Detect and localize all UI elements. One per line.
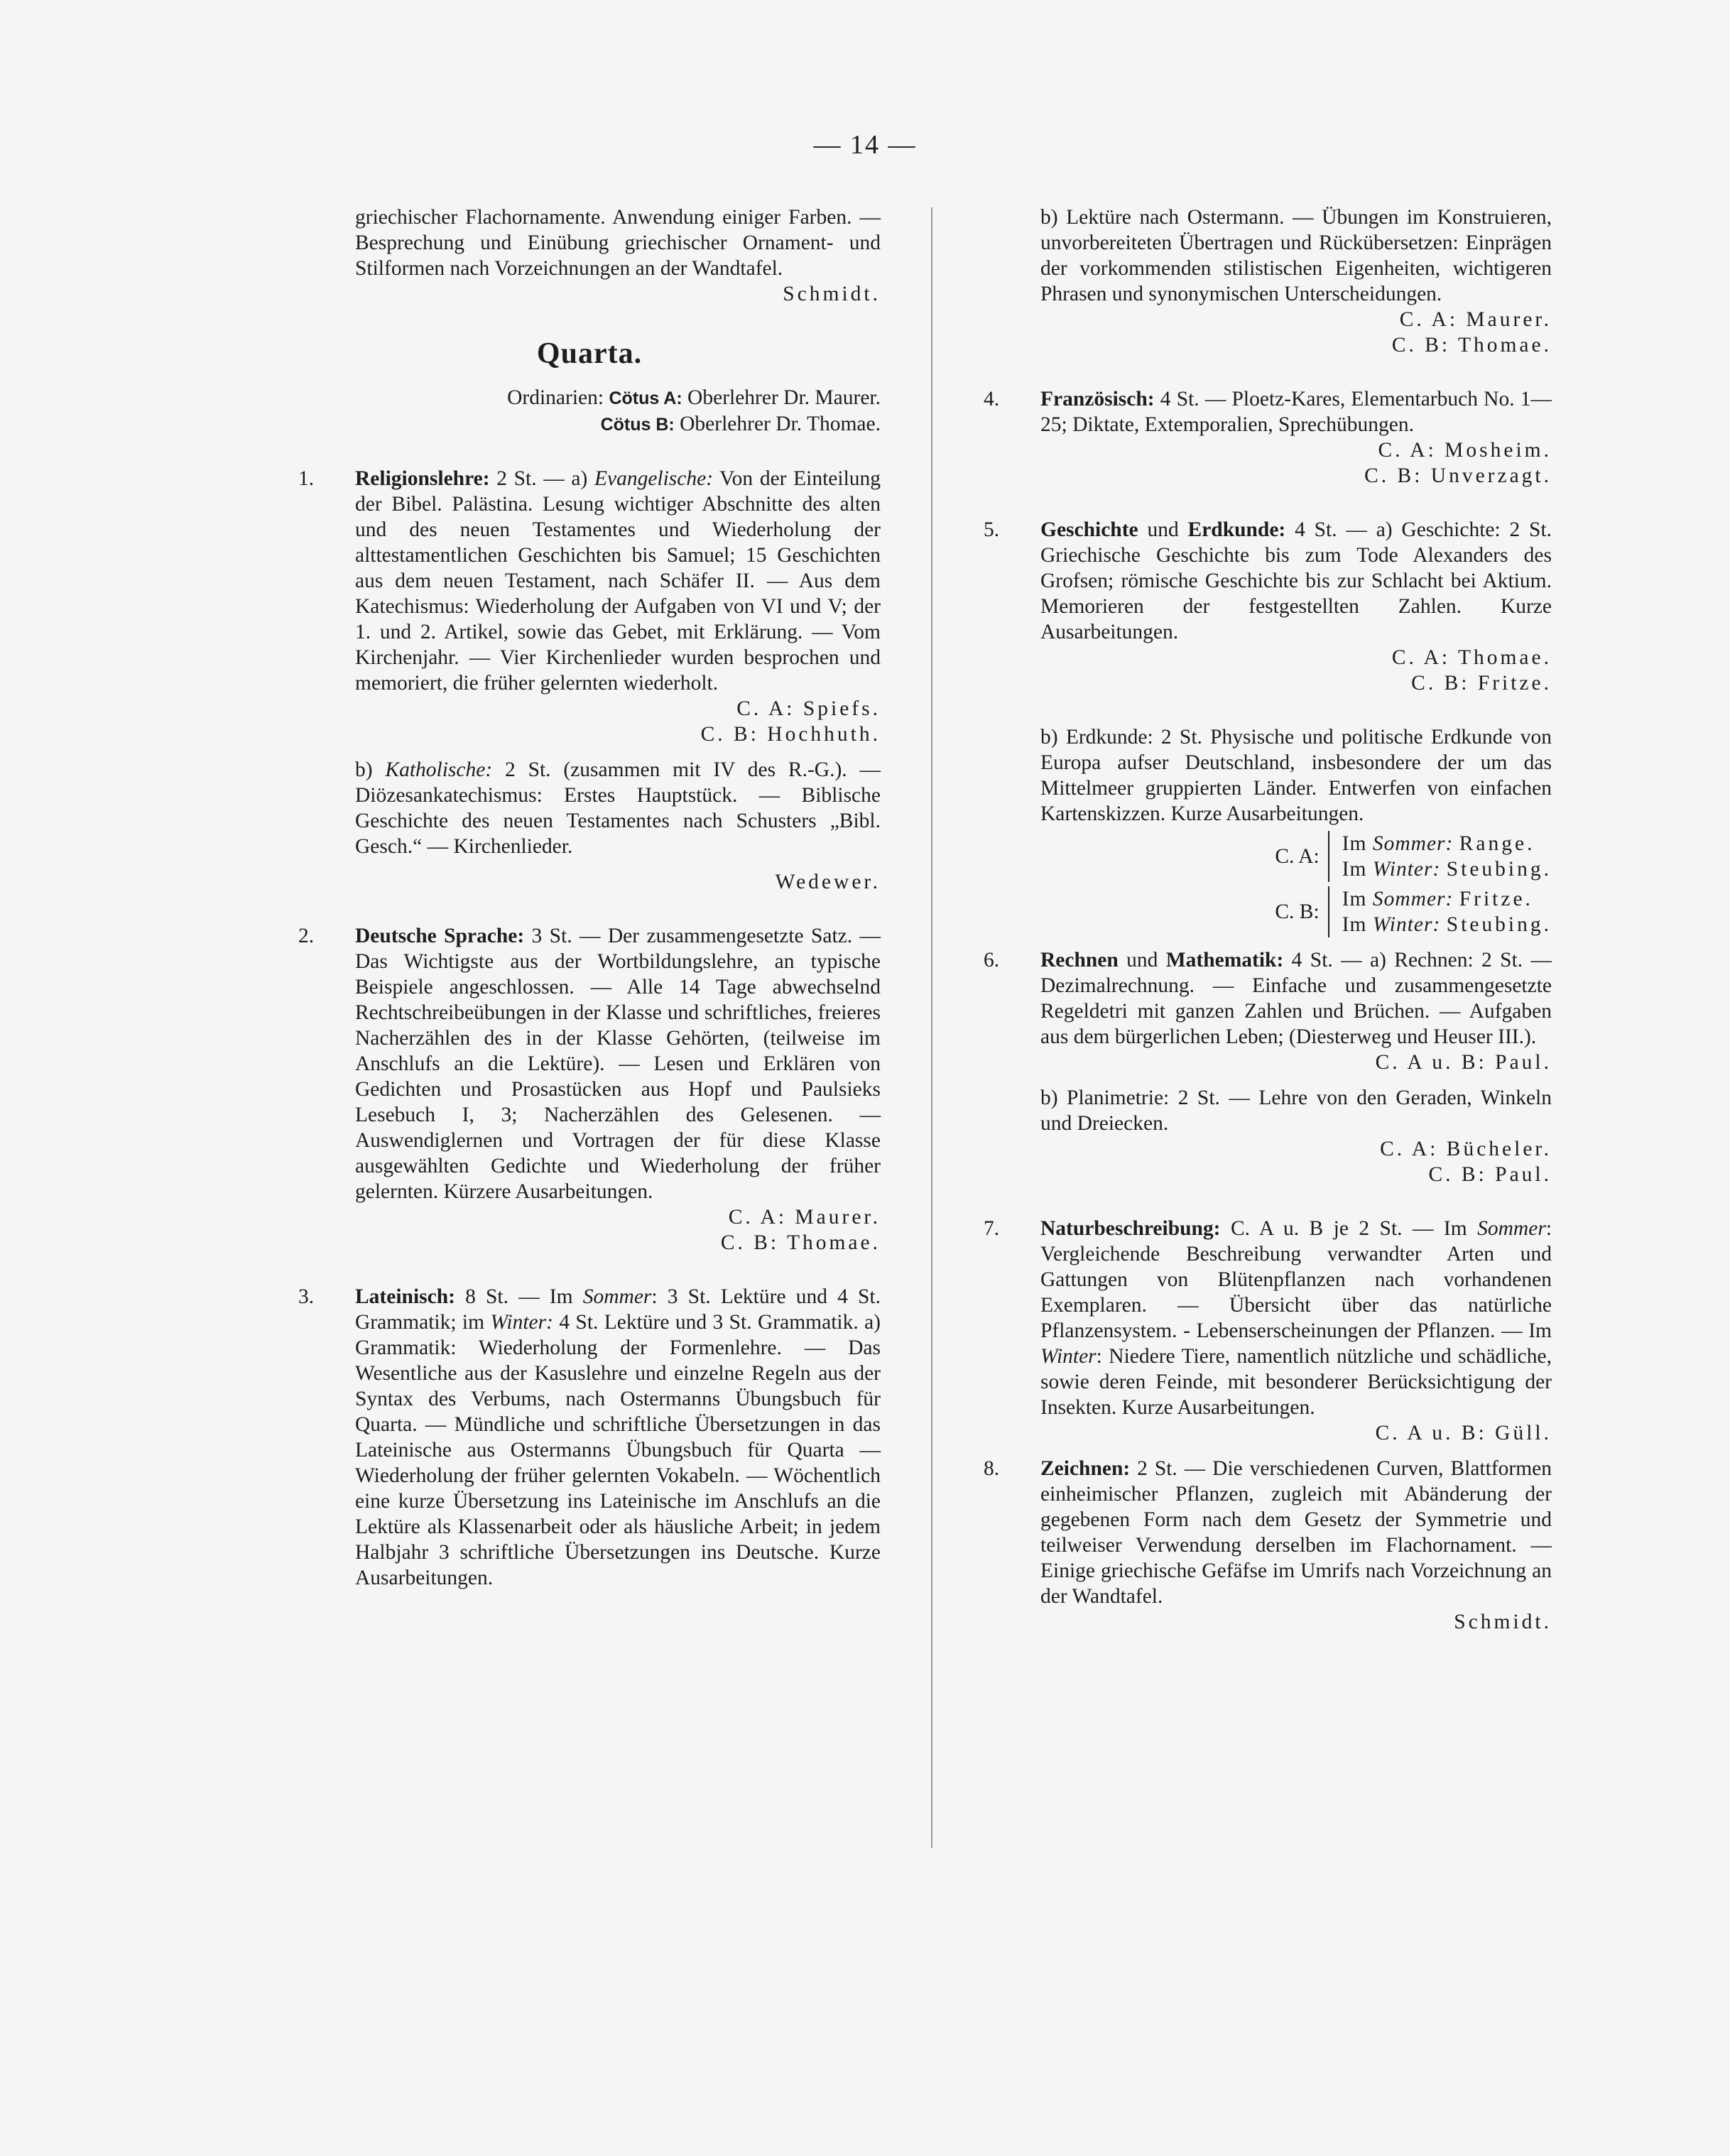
planimetry-paragraph: b) Planimetrie: 2 St. — Lehre von den Geraden, Winkeln und Dreiecken. <box>1040 1087 1552 1135</box>
brace-line <box>1342 886 1552 912</box>
text: : Vergleichende Beschreibung verwandter Arten und Gattungen von Blütenpflanzen nach vorhandenen Exemplaren. — Übersicht über das natürliche Pflanzensystem. - Lebenserscheinungen der Pflanzen. — Im <box>1040 1217 1552 1342</box>
subject-title: Mathematik: <box>1165 949 1284 971</box>
coetus-a-teacher: Oberlehrer Dr. Maurer. <box>687 386 881 409</box>
subject-title: Französisch: <box>1040 388 1155 410</box>
page-number: — 14 — <box>813 130 917 160</box>
teacher-name: Steubing. <box>1446 913 1552 936</box>
signature: C. B: Hochhuth. <box>700 723 881 746</box>
brace-lines <box>1328 886 1552 937</box>
text: 8 St. — Im <box>465 1285 573 1308</box>
right-column <box>984 205 1552 1635</box>
brace-group-b <box>984 886 1552 937</box>
signature: C. B: Thomae. <box>720 1231 881 1254</box>
latin-continuation: b) Lektüre nach Ostermann. — Übungen im Konstruieren, unvorbereiteten Übertragen und Rückübersetzen: Einprägen der vorkommenden stilistischen Eigenheiten, wichtigeren Phrasen und synonymischen Unterscheidungen. <box>1040 206 1552 305</box>
brace-label: C. B: <box>1275 900 1320 923</box>
religion-catholic <box>298 757 881 859</box>
italic-text: Evangelische: <box>594 467 714 490</box>
signature: C. A u. B: Paul. <box>1375 1051 1552 1074</box>
subject-title: Religionslehre: <box>355 467 490 490</box>
text: : Niedere Tiere, namentlich nützliche und schädliche, sowie deren Feinde, mit besonderer Berücksichtigung der Insekten. Kurze Ausarbeitungen. <box>1040 1345 1552 1419</box>
text: 2 St. — a) <box>496 467 588 490</box>
text: Im <box>1342 913 1367 936</box>
subject-title: Deutsche Sprache: <box>355 925 525 947</box>
italic-text: Sommer: <box>1372 832 1454 855</box>
italic-text: Sommer <box>582 1285 652 1308</box>
brace-line <box>1342 912 1552 937</box>
signature: Wedewer. <box>775 871 881 893</box>
text: b) <box>355 758 373 781</box>
brace-label: C. A: <box>1275 845 1320 868</box>
ordinarien-label: Ordinarien: <box>507 386 604 409</box>
subject-latin <box>298 1284 881 1591</box>
signature: C. B: Unverzagt. <box>1364 464 1552 487</box>
ordinarien-a <box>298 385 881 411</box>
subject-number: 8. <box>984 1457 1000 1480</box>
text: 4 St. — Ploetz-Kares, Elementarbuch No. 1—25; Diktate, Extemporalien, Sprechübungen. <box>1040 388 1552 436</box>
subject-number: 5. <box>984 518 1000 541</box>
text: 2 St. (zusammen mit IV des R.-G.). — Diözesankatechismus: Erstes Hauptstück. — Biblische Geschichte des neuen Testamentes nach Schusters „Bibl. Gesch.“ — Kirchenlieder. <box>355 758 881 858</box>
signature: C. B: Thomae. <box>1391 334 1552 356</box>
italic-text: Winter: <box>1372 858 1441 881</box>
coetus-b-teacher: Oberlehrer Dr. Thomae. <box>680 413 881 435</box>
text: Im <box>1342 832 1367 855</box>
text: : 3 St. Lektüre und 4 St. Grammatik; im <box>355 1285 881 1334</box>
subject-french <box>984 386 1552 437</box>
subject-number: 3. <box>298 1285 315 1308</box>
brace-line <box>1342 856 1552 882</box>
subject-natural-history <box>984 1216 1552 1420</box>
brace-line <box>1342 831 1552 856</box>
intro-paragraph: griechischer Flachornamente. Anwendung einiger Farben. — Besprechung und Einübung griechischer Ornament- und Stilformen nach Vorzeichnungen an der Wandtafel. <box>355 206 881 280</box>
text: und <box>1138 518 1188 541</box>
teacher-name: Range. <box>1459 832 1535 855</box>
subject-mathematics <box>984 947 1552 1050</box>
subject-number: 4. <box>984 388 1000 410</box>
text: C. A u. B je 2 St. — Im <box>1230 1217 1467 1240</box>
subject-number: 1. <box>298 467 315 490</box>
signature: Schmidt. <box>1454 1611 1552 1633</box>
intro-signature: Schmidt. <box>783 283 881 305</box>
subject-title: Rechnen <box>1040 949 1119 971</box>
teacher-name: Steubing. <box>1446 858 1552 881</box>
geography-paragraph: b) Erdkunde: 2 St. Physische und politische Erdkunde von Europa aufser Deutschland, insbesondere der um das Mittelmeer gruppierten Länder. Entwerfen von einfachen Kartenskizzen. Kurze Ausarbeitungen. <box>1040 726 1552 825</box>
subject-title: Lateinisch: <box>355 1285 455 1308</box>
text: Im <box>1342 888 1367 910</box>
signature: C. A: Mosheim. <box>1378 439 1552 462</box>
subject-drawing <box>984 1456 1552 1609</box>
text: 4 St. — a) Rechnen: 2 St. — Dezimalrechnung. — Einfache und zusammengesetzte Regeldetri mit ganzen Zahlen und Brüchen. — Aufgaben aus dem bürgerlichen Leben; (Diesterweg und Heuser III.). <box>1040 949 1552 1048</box>
subject-title: Naturbeschreibung: <box>1040 1217 1221 1240</box>
section-heading: Quarta. <box>536 337 643 370</box>
text: 4 St. — a) Geschichte: 2 St. Griechische Geschichte bis zum Tode Alexanders des Grofsen; römische Geschichte bis zur Schlacht bei Aktium. Memorieren der festgestellten Zahlen. Kurze Ausarbeitungen. <box>1040 518 1552 643</box>
ordinarien-b <box>298 411 881 437</box>
coetus-b-label: Cötus B: <box>600 415 675 435</box>
text: Von der Einteilung der Bibel. Palästina. Lesung wichtiger Abschnitte des alten und des neuen Testamentes und Wiederholung der alttestamentlichen Geschichten bis Samuel; 15 Geschichten aus dem neuen Testament, nach Schäfer II. — Aus dem Katechismus: Wiederholung der Aufgaben von VI und V; der 1. und 2. Artikel, sowie das Gebet, mit Erklärung. — Vom Kirchenjahr. — Vier Kirchenlieder wurden besprochen und memoriert, die früher gelernten wiederholt. <box>355 467 881 695</box>
text: Im <box>1342 858 1367 881</box>
brace-lines <box>1328 831 1552 882</box>
italic-text: Katholische: <box>385 758 493 781</box>
subject-number: 6. <box>984 949 1000 971</box>
text: und <box>1118 949 1166 971</box>
subject-german <box>298 923 881 1204</box>
brace-group-a <box>984 831 1552 882</box>
italic-text: Winter <box>1040 1345 1097 1368</box>
subject-title: Geschichte <box>1040 518 1138 541</box>
subject-history-geography <box>984 517 1552 645</box>
signature: C. B: Paul. <box>1428 1163 1552 1186</box>
subject-religion <box>298 466 881 696</box>
signature: C. A u. B: Güll. <box>1375 1422 1552 1444</box>
text: 2 St. — Die verschiedenen Curven, Blattformen einheimischer Pflanzen, zugleich mit Abänderung der gegebenen Form nach dem Gesetz der Symmetrie und teilweiser Verwendung derselben im Flachornament. — Einige griechische Gefäfse im Umrifs nach Vorzeichnung an der Wandtafel. <box>1040 1457 1552 1608</box>
text: 4 St. Lektüre und 3 St. Grammatik. a) Grammatik: Wiederholung der Formenlehre. — Das Wesentliche aus der Kasuslehre und einzelne Regeln aus der Syntax des Verbums, nach Ostermanns Übungsbuch für Quarta. — Mündliche und schriftliche Übersetzungen in das Lateinische aus Ostermanns Übungsbuch für Quarta — Wiederholung der früher gelernten Vokabeln. — Wöchentlich eine kurze Übersetzung ins Lateinische im Anschlufs an die Lektüre als Klassenarbeit oder als häusliche Arbeit; in jedem Halbjahr 3 schriftliche Übersetzungen ins Deutsche. Kurze Ausarbeitungen. <box>355 1311 881 1589</box>
signature: C. A: Maurer. <box>1399 308 1552 331</box>
text: 3 St. — Der zusammengesetzte Satz. — Das Wichtigste aus der Wortbildungslehre, an typische Beispiele angeschlossen. — Alle 14 Tage abwechselnd Rechtschreibeübungen in der Klasse und schriftliches, freieres Nacherzählen des in der Klasse Gehörten, (teilweise im Anschlufs an die Lektüre). — Lesen und Erklären von Gedichten und Prosastücken aus Hopf und Paulsieks Lesebuch I, 3; Nacherzählen des Gelesenen. — Auswendiglernen und Vortragen der für diese Klasse ausgewählten Gedichte und Wiederholung der früher gelernten. Kürzere Ausarbeitungen. <box>355 925 881 1203</box>
signature: C. A: Maurer. <box>728 1206 881 1229</box>
subject-number: 7. <box>984 1217 1000 1240</box>
signature: C. B: Fritze. <box>1411 672 1552 695</box>
italic-text: Sommer <box>1477 1217 1546 1240</box>
subject-number: 2. <box>298 925 315 947</box>
signature: C. A: Spiefs. <box>736 697 881 720</box>
coetus-a-label: Cötus A: <box>609 388 682 408</box>
italic-text: Winter: <box>490 1311 553 1334</box>
subject-title: Zeichnen: <box>1040 1457 1131 1480</box>
signature: C. A: Bücheler. <box>1380 1138 1552 1160</box>
signature: C. A: Thomae. <box>1391 646 1552 669</box>
italic-text: Winter: <box>1372 913 1441 936</box>
left-column <box>298 205 881 1591</box>
column-divider <box>931 207 932 1848</box>
teacher-name: Fritze. <box>1459 888 1533 910</box>
subject-title: Erdkunde: <box>1187 518 1286 541</box>
italic-text: Sommer: <box>1372 888 1454 910</box>
